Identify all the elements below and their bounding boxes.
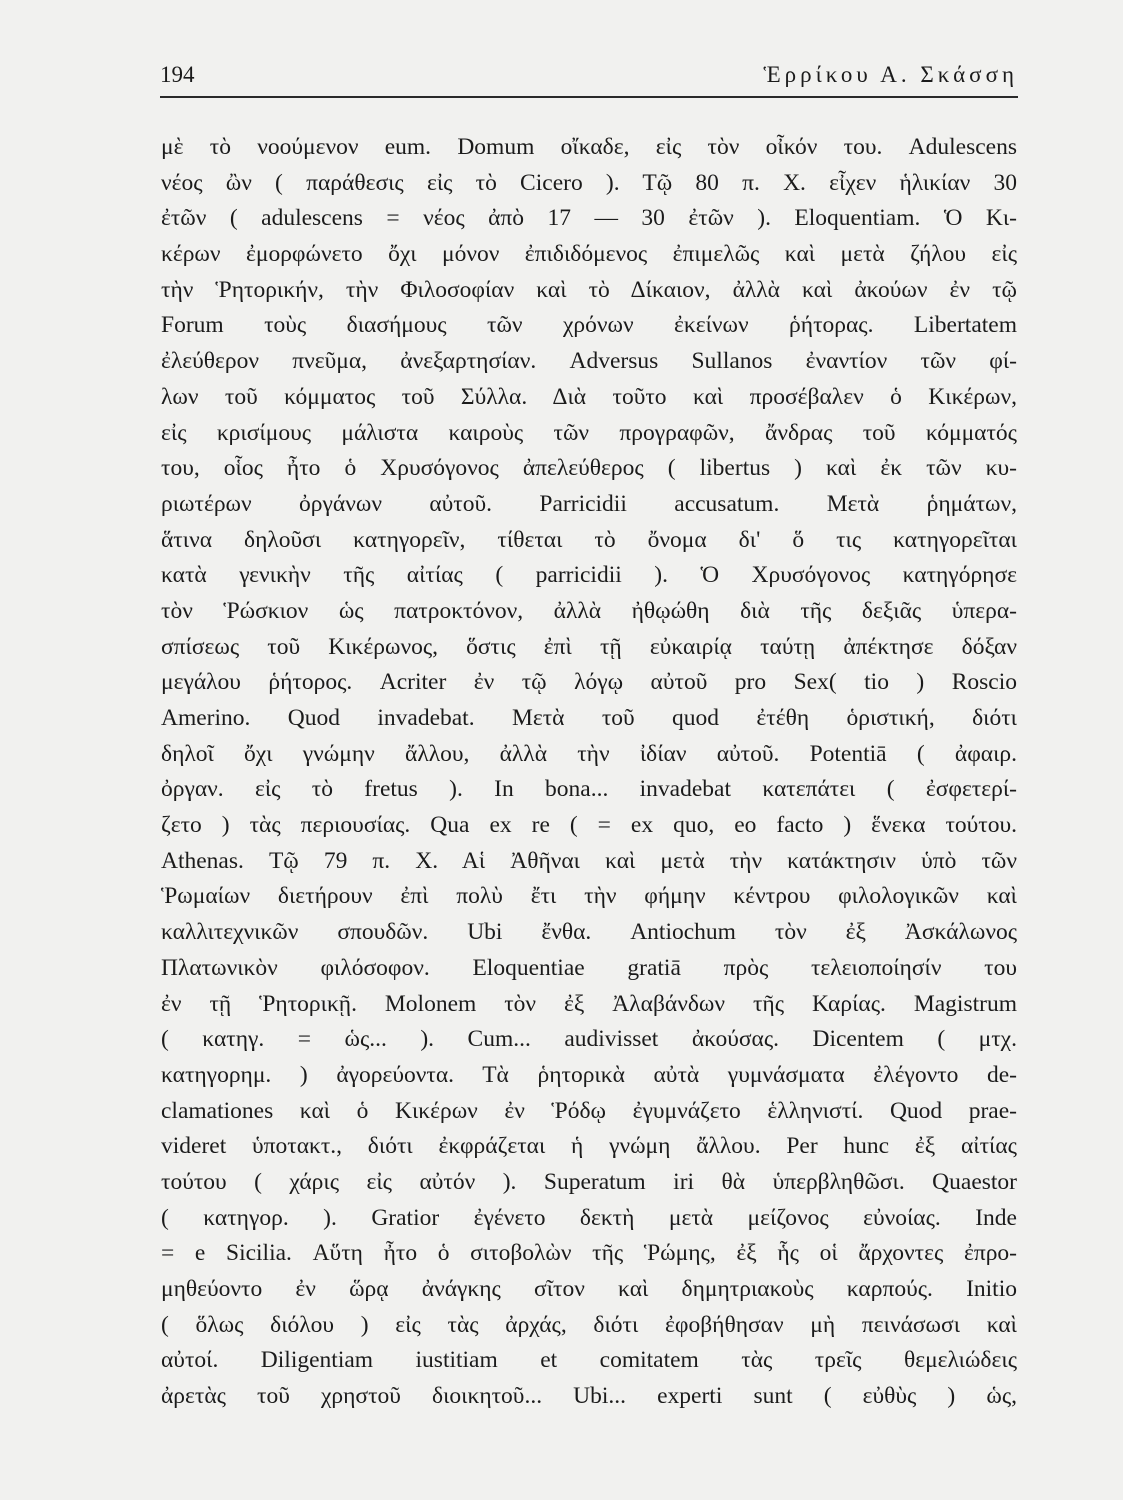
text-line: τὴν Ῥητορικήν, τὴν Φιλοσοφίαν καὶ τὸ Δίκαιον, ἀλλὰ καὶ ἀκούων ἐν τῷ (161, 276, 1017, 303)
text-line: μὲ τὸ νοούμενον eum. Domum οἴκαδε, εἰς τὸν οἶκόν του. Adulescens (161, 134, 1017, 160)
body-text (161, 130, 1017, 1415)
text-line: μεγάλου ῥήτορος. Acriter ἐν τῷ λόγῳ αὐτοῦ pro Sex( tio ) Roscio (161, 669, 1017, 696)
text-line: κέρων ἐμορφώνετο ὄχι μόνον ἐπιδιδόμενος ἐπιμελῶς καὶ μετὰ ζήλου εἰς (161, 241, 1017, 268)
text-line: Ῥωμαίων διετήρουν ἐπὶ πολὺ ἔτι τὴν φήμην κέντρου φιλολογικῶν καὶ (161, 883, 1017, 910)
text-line: Athenas. Τῷ 79 π. Χ. Αἱ Ἀθῆναι καὶ μετὰ τὴν κατάκτησιν ὑπὸ τῶν (161, 847, 1017, 874)
text-line: τούτου ( χάρις εἰς αὐτόν ). Superatum iri θὰ ὑπερβληθῶσι. Quaestor (161, 1168, 1017, 1195)
page-header (160, 62, 1018, 92)
text-line: ἀρετὰς τοῦ χρηστοῦ διοικητοῦ... Ubi... experti sunt ( εὐθὺς ) ὡς, (161, 1383, 1017, 1410)
text-line: τὸν Ῥώσκιον ὡς πατροκτόνον, ἀλλὰ ἠθῳώθη διὰ τῆς δεξιᾶς ὑπερα- (161, 597, 1017, 624)
text-line: λων τοῦ κόμματος τοῦ Σύλλα. Διὰ τοῦτο καὶ προσέβαλεν ὁ Κικέρων, (161, 383, 1017, 410)
text-line: Forum τοὺς διασήμους τῶν χρόνων ἐκείνων ῥήτορας. Libertatem (161, 312, 1017, 339)
text-line: videret ὑποτακτ., διότι ἐκφράζεται ἡ γνώμη ἄλλου. Per hunc ἐξ αἰτίας (161, 1133, 1017, 1160)
text-line: ἐν τῇ Ῥητορικῇ. Molonem τὸν ἐξ Ἀλαβάνδων τῆς Καρίας. Magistrum (161, 990, 1017, 1017)
text-line: ὀργαν. εἰς τὸ fretus ). In bona... invadebat κατεπάτει ( ἐσφετερί- (161, 776, 1017, 803)
text-line: = e Sicilia. Αὕτη ἦτο ὁ σιτοβολὼν τῆς Ῥώμης, ἐξ ἧς οἱ ἄρχοντες ἐπρο- (161, 1240, 1017, 1267)
text-line: ( κατηγορ. ). Gratior ἐγένετο δεκτὴ μετὰ μείζονος εὐνοίας. Inde (161, 1204, 1017, 1231)
text-line: σπίσεως τοῦ Κικέρωνος, ὅστις ἐπὶ τῇ εὐκαιρίᾳ ταύτῃ ἀπέκτησε δόξαν (161, 633, 1017, 660)
text-line: clamationes καὶ ὁ Κικέρων ἐν Ῥόδῳ ἐγυμνάζετο ἑλληνιστί. Quod prae- (161, 1097, 1017, 1124)
text-line: κατηγορημ. ) ἀγορεύοντα. Τὰ ῥητορικὰ αὐτὰ γυμνάσματα ἐλέγοντο de- (161, 1061, 1017, 1088)
text-line: ριωτέρων ὀργάνων αὐτοῦ. Parricidii accusatum. Μετὰ ῥημάτων, (161, 490, 1017, 517)
text-line: του, οἷος ἦτο ὁ Χρυσόγονος ἀπελεύθερος ( libertus ) καὶ ἐκ τῶν κυ- (161, 455, 1017, 482)
page-number: 194 (160, 62, 195, 87)
text-line: ζετο ) τὰς περιουσίας. Qua ex re ( = ex quo, eo facto ) ἕνεκα τούτου. (161, 812, 1017, 839)
text-line: ἐτῶν ( adulescens = νέος ἀπὸ 17 — 30 ἐτῶν ). Eloquentiam. Ὁ Κι- (161, 205, 1017, 232)
text-line: Πλατωνικὸν φιλόσοφον. Eloquentiae gratiā πρὸς τελειοποίησίν του (161, 954, 1017, 981)
text-line: αὐτοί. Diligentiam iustitiam et comitatem τὰς τρεῖς θεμελιώδεις (161, 1347, 1017, 1374)
text-line: ( κατηγ. = ὡς... ). Cum... audivisset ἀκούσας. Dicentem ( μτχ. (161, 1026, 1017, 1053)
text-line: ἐλεύθερον πνεῦμα, ἀνεξαρτησίαν. Adversus Sullanos ἐναντίον τῶν φί- (161, 348, 1017, 375)
text-line: Amerino. Quod invadebat. Μετὰ τοῦ quod ἐτέθη ὁριστική, διότι (161, 705, 1017, 731)
running-title: Ἑρρίκου Α. Σκάσση (763, 62, 1018, 87)
text-line: νέος ὢν ( παράθεσις εἰς τὸ Cicero ). Τῷ 80 π. Χ. εἶχεν ἡλικίαν 30 (161, 169, 1017, 196)
header-rule (160, 96, 1018, 98)
text-line: καλλιτεχνικῶν σπουδῶν. Ubi ἔνθα. Antiochum τὸν ἐξ Ἀσκάλωνος (161, 919, 1017, 946)
text-line: δηλοῖ ὄχι γνώμην ἄλλου, ἀλλὰ τὴν ἰδίαν αὐτοῦ. Potentiā ( ἀφαιρ. (161, 740, 1017, 767)
text-line: κατὰ γενικὴν τῆς αἰτίας ( parricidii ). Ὁ Χρυσόγονος κατηγόρησε (161, 562, 1017, 589)
text-line: ἅτινα δηλοῦσι κατηγορεῖν, τίθεται τὸ ὄνομα δι' ὅ τις κατηγορεῖται (161, 526, 1017, 553)
text-line: εἰς κρισίμους μάλιστα καιροὺς τῶν προγραφῶν, ἄνδρας τοῦ κόμματός (161, 419, 1017, 446)
text-line: μηθεύοντο ἐν ὥρᾳ ἀνάγκης σῖτον καὶ δημητριακοὺς καρπούς. Initio (161, 1276, 1017, 1302)
text-line: ( ὅλως διόλου ) εἰς τὰς ἀρχάς, διότι ἐφοβήθησαν μὴ πεινάσωσι καὶ (161, 1311, 1017, 1338)
